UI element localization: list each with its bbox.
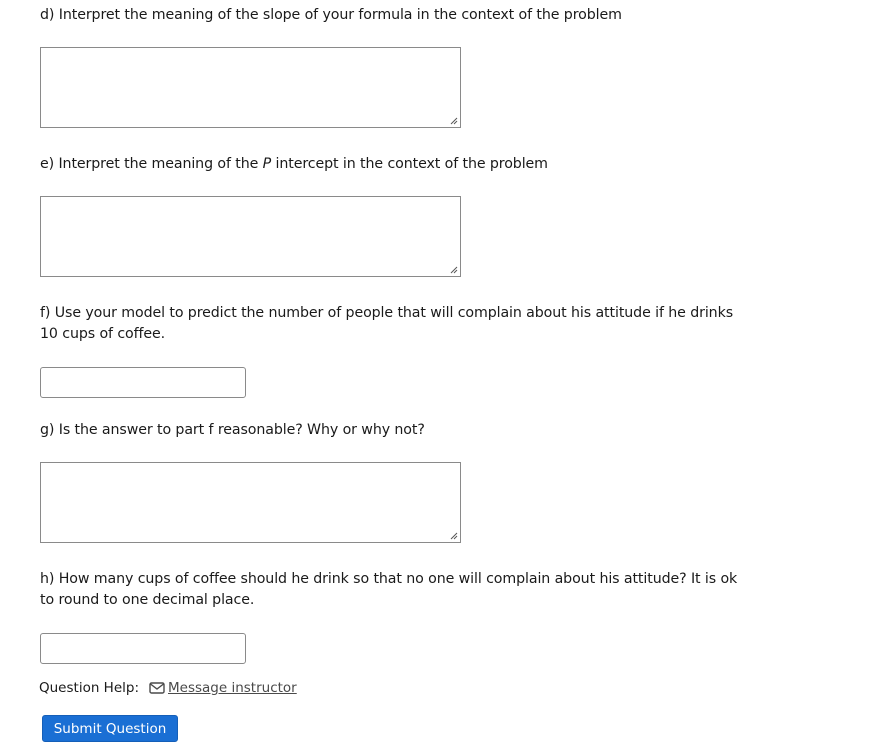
submit-question-button[interactable]: Submit Question — [42, 715, 178, 742]
question-g-text: g) Is the answer to part f reasonable? Why or why not? — [40, 422, 425, 438]
question-help — [39, 678, 297, 698]
question-help-label: Question Help: — [39, 680, 139, 696]
answer-d-textarea[interactable] — [40, 47, 461, 128]
resize-grip-icon[interactable] — [450, 266, 458, 274]
answer-h-input[interactable] — [40, 633, 246, 664]
question-d-text — [40, 5, 622, 26]
answer-e-textarea[interactable] — [40, 196, 461, 277]
envelope-icon — [149, 682, 165, 694]
resize-grip-icon[interactable] — [450, 117, 458, 125]
resize-grip-icon[interactable] — [450, 532, 458, 540]
answer-g-textarea[interactable] — [40, 462, 461, 543]
question-d-label: d) Interpret the meaning of the slope of your formula in the context of the problem — [40, 7, 622, 23]
question-e-text: e) Interpret the meaning of the P intercept in the context of the problem — [40, 156, 548, 172]
question-h-text: h) How many cups of coffee should he drink so that no one will complain about his attitude? It is ok to round to one decimal place. — [40, 571, 738, 608]
answer-f-input[interactable] — [40, 367, 246, 398]
question-f-text: f) Use your model to predict the number of people that will complain about his attitude if he drinks 10 cups of coffee. — [40, 305, 733, 342]
variable-p: P — [262, 156, 272, 172]
message-instructor-link[interactable]: Message instructor — [149, 678, 297, 698]
